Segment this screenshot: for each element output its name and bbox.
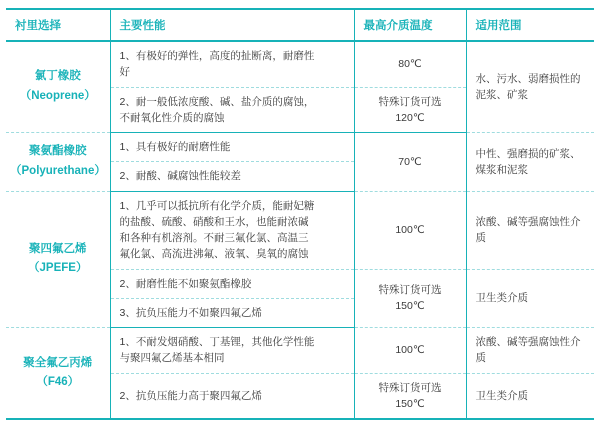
lining-spec-table xyxy=(6,8,594,420)
header-row xyxy=(6,9,594,41)
cell-temperature: 特殊订货可选 150℃ xyxy=(354,269,466,328)
cell-performance: 1、几乎可以抵抗所有化学介质，能耐妃糖 的盐酸、硫酸、硝酸和王水，也能耐浓碱 和各种有机溶剂。不耐三氟化氯、高温三 氟化氯、高流进沸氟、液氧、臭氧的腐蚀 xyxy=(110,191,354,269)
cell-performance: 2、抗负压能力高于聚四氟乙烯 xyxy=(110,373,354,419)
cell-performance: 1、具有极好的耐磨性能 xyxy=(110,133,354,162)
cell-performance: 2、耐磨性能不如聚氨酯橡胶 xyxy=(110,269,354,298)
cell-temperature: 80℃ xyxy=(354,41,466,87)
cell-performance: 2、耐一般低浓度酸、碱、盐介质的腐蚀， 不耐氧化性介质的腐蚀 xyxy=(110,87,354,133)
cell-range: 卫生类介质 xyxy=(466,269,594,328)
cell-material: 聚全氟乙丙烯 （F46） xyxy=(6,328,110,420)
cell-material: 氯丁橡胶 （Neoprene） xyxy=(6,41,110,133)
table-row xyxy=(6,328,594,374)
cell-performance: 3、抗负压能力不如聚四氟乙烯 xyxy=(110,298,354,327)
header-main-performance: 主要性能 xyxy=(110,9,354,41)
cell-performance: 2、耐酸、碱腐蚀性能较差 xyxy=(110,162,354,191)
cell-temperature: 特殊订货可选 150℃ xyxy=(354,373,466,419)
table-body xyxy=(6,41,594,419)
table-header xyxy=(6,9,594,41)
table-row xyxy=(6,133,594,162)
table-row xyxy=(6,41,594,87)
cell-performance: 1、有极好的弹性，高度的扯断离，耐磨性 好 xyxy=(110,41,354,87)
cell-temperature: 特殊订货可选 120℃ xyxy=(354,87,466,133)
header-application-range: 适用范围 xyxy=(466,9,594,41)
cell-material: 聚四氟乙烯 （JPEFE） xyxy=(6,191,110,328)
table-row xyxy=(6,191,594,269)
cell-temperature: 100℃ xyxy=(354,191,466,269)
cell-performance: 1、不耐发烟硝酸、丁基锂，其他化学性能 与聚四氟乙烯基本相同 xyxy=(110,328,354,374)
cell-temperature: 100℃ xyxy=(354,328,466,374)
header-max-temperature: 最高介质温度 xyxy=(354,9,466,41)
cell-material: 聚氨酯橡胶 （Polyurethane） xyxy=(6,133,110,192)
cell-range: 浓酸、碱等强腐蚀性介 质 xyxy=(466,328,594,374)
cell-range: 浓酸、碱等强腐蚀性介 质 xyxy=(466,191,594,269)
cell-range: 水、污水、弱磨损性的 泥浆、矿浆 xyxy=(466,41,594,133)
header-lining-selection: 衬里选择 xyxy=(6,9,110,41)
cell-range: 卫生类介质 xyxy=(466,373,594,419)
cell-range: 中性、强磨损的矿浆、 煤浆和泥浆 xyxy=(466,133,594,192)
cell-temperature: 70℃ xyxy=(354,133,466,192)
